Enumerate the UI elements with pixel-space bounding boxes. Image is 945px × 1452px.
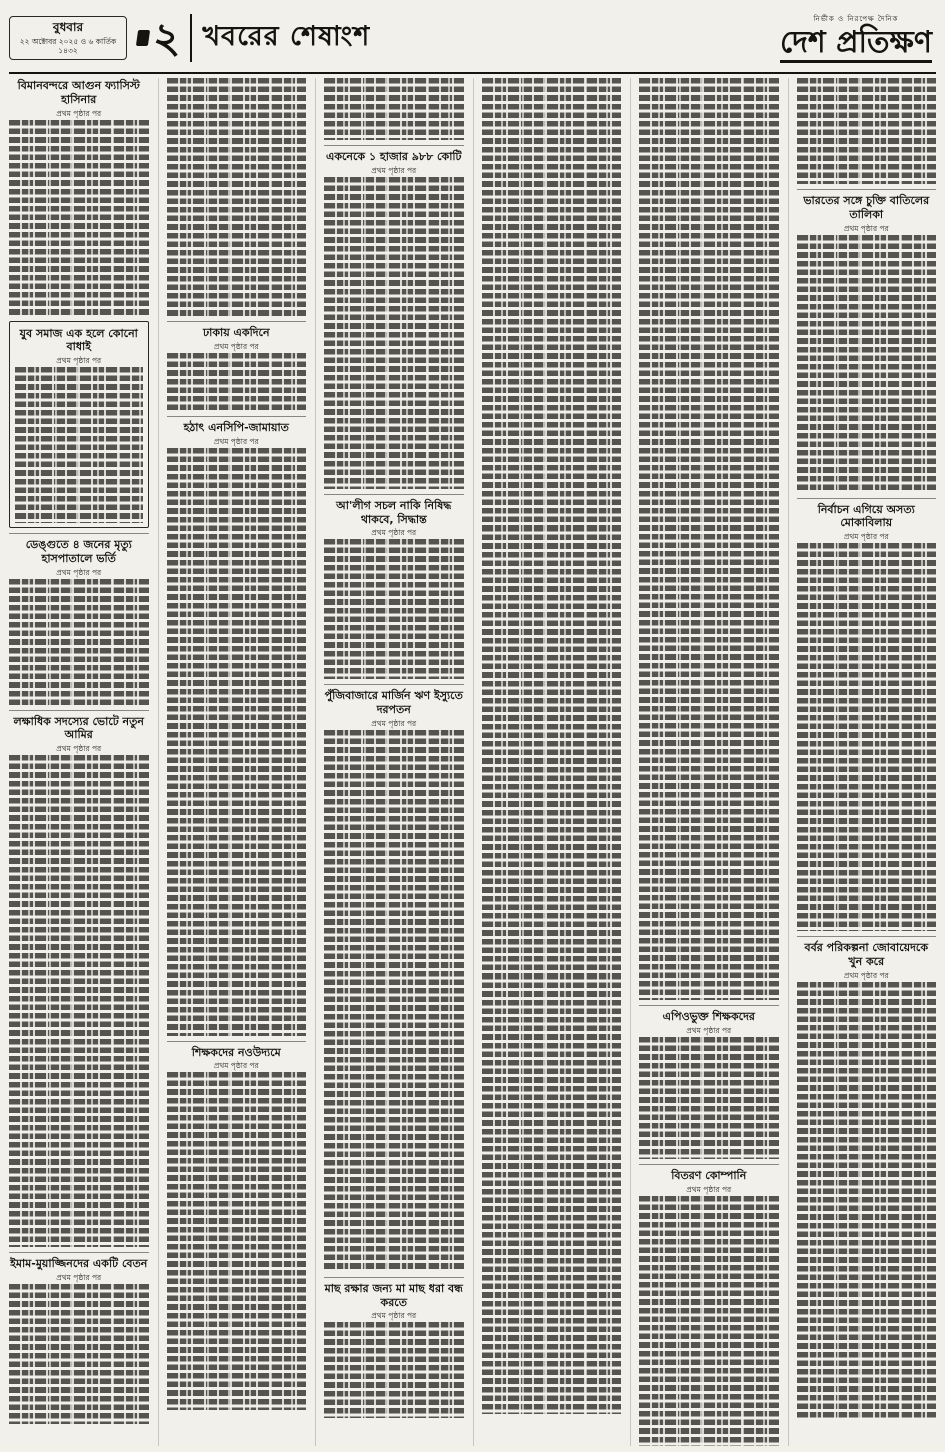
section-title: খবরের শেষাংশ	[202, 20, 371, 52]
continued-from-label: প্রথম পৃষ্ঠার পর	[56, 108, 102, 118]
article-columns	[9, 78, 936, 1446]
continued-from-label: প্রথম পৃষ্ঠার পর	[686, 1184, 732, 1194]
page-ornament-icon	[136, 30, 150, 46]
article-election-misinformation	[797, 498, 937, 932]
article-body-text	[9, 579, 149, 705]
article-continuation-text	[482, 78, 622, 526]
article-imam-muazzin-salary	[9, 1252, 149, 1424]
article-body-text	[9, 120, 149, 316]
page-number-value: ২	[153, 13, 181, 62]
article-headline: একনেকে ১ হাজার ৯৮৮ কোটি	[325, 150, 462, 163]
article-stock-margin-loan	[324, 684, 464, 1272]
article-continuation-text	[482, 974, 622, 1414]
article-body-text	[324, 539, 464, 679]
article-airport-fire	[9, 78, 149, 316]
continued-from-label: প্রথম পৃষ্ঠার পর	[843, 532, 889, 541]
masthead-rule	[9, 72, 936, 74]
article-ncp-jamaat	[167, 416, 307, 1036]
continued-from-label: প্রথম পৃষ্ঠার পর	[371, 718, 417, 728]
article-headline: এপিওভুক্ত শিক্ষকদের	[662, 1010, 755, 1023]
article-headline: হঠাৎ এনসিপি-জামায়াত	[183, 420, 289, 434]
continued-from-label: প্রথম পৃষ্ঠার পর	[56, 744, 102, 753]
masthead-divider	[190, 14, 192, 62]
article-body-text	[324, 177, 464, 489]
continued-from-label: প্রথম পৃষ্ঠার পর	[371, 1311, 417, 1321]
article-headline: মাছ রক্ষার জন্য মা মাছ ধরা বন্ধ করতে	[324, 1281, 463, 1309]
newspaper-logo	[780, 13, 936, 64]
article-body-text	[797, 543, 937, 931]
continued-from-label: প্রথম পৃষ্ঠার পর	[213, 341, 259, 351]
column-2	[158, 78, 307, 1446]
column-6	[788, 78, 937, 1446]
article-jobayed-murder-plot	[797, 936, 937, 1420]
article-headline: ভারতের সঙ্গে চুক্তি বাতিলের তালিকা	[803, 194, 930, 221]
article-ecnec-crore	[324, 145, 464, 489]
continued-from-label: প্রথম পৃষ্ঠার পর	[56, 1272, 102, 1282]
article-awami-league-ban-decision	[324, 494, 464, 680]
article-headline: শিক্ষকদের নওউদ্যমে	[191, 1045, 281, 1059]
article-dengue-deaths	[9, 533, 149, 705]
masthead	[9, 6, 936, 70]
article-continuation-text	[797, 78, 937, 184]
date-label: ২২ অক্টোবর ২০২৫ ও ৬ কার্তিক ১৪৩২	[19, 36, 117, 55]
article-body-text	[324, 730, 464, 1272]
article-continuation-text	[324, 78, 464, 140]
article-body-text	[9, 755, 149, 1247]
article-continuation-text	[639, 78, 779, 1000]
continued-from-label: প্রথম পৃষ্ঠার পর	[686, 1025, 732, 1035]
article-continuation-text	[482, 526, 622, 974]
continued-from-label: প্রথম পৃষ্ঠার পর	[213, 436, 259, 446]
article-headline: আ'লীগ সচল নাকি নিষিদ্ধ থাকবে, সিদ্ধান্ত	[336, 498, 452, 526]
article-body-text	[797, 982, 937, 1420]
article-dhaka-one-day	[167, 321, 307, 411]
article-headline: ঢাকায় একদিনে	[202, 326, 270, 339]
continued-from-label: প্রথম পৃষ্ঠার পর	[213, 1061, 259, 1071]
article-body-text	[639, 1037, 779, 1159]
article-body-text	[324, 1322, 464, 1418]
article-india-deal-cancellation-list	[797, 189, 937, 493]
article-headline: বিমানবন্দরে আগুন ফ্যাসিস্ট হাসিনার	[17, 79, 140, 106]
continued-from-label: প্রথম পৃষ্ঠার পর	[843, 223, 889, 233]
article-new-amir-vote	[9, 710, 149, 1248]
article-headline: বর্বর পরিকল্পনা জোবায়েদকে খুন করে	[804, 941, 929, 968]
article-body-text	[9, 1284, 149, 1424]
article-body-text	[167, 353, 307, 411]
article-headline: পুঁজিবাজারে মার্জিন ঋণ ইস্যুতে দরপতন	[324, 689, 463, 716]
article-continuation-text	[167, 78, 307, 316]
weekday-label: বুধবার	[52, 20, 84, 35]
article-body-text	[639, 1196, 779, 1447]
article-headline: নির্বাচন এগিয়ে অসত্য মোকাবিলায়	[817, 502, 915, 530]
column-3	[315, 78, 464, 1446]
article-body-text	[797, 235, 937, 493]
date-box	[9, 16, 127, 60]
logo-tagline: নির্ভীক ও নিরপেক্ষ দৈনিক	[813, 14, 899, 23]
continued-from-label: প্রথম পৃষ্ঠার পর	[56, 567, 102, 577]
article-headline: বিতরণ কোম্পানি	[671, 1168, 747, 1182]
article-distribution-company	[639, 1164, 779, 1446]
continued-from-label: প্রথম পৃষ্ঠার পর	[371, 165, 417, 175]
column-5	[630, 78, 779, 1446]
logo-text: দেশ প্রতিক্ষণ	[780, 27, 932, 64]
column-4	[473, 78, 622, 1446]
article-mother-fish-protection	[324, 1277, 464, 1419]
article-body-text	[167, 448, 307, 1036]
article-body-text	[15, 367, 143, 523]
article-headline: ইমাম-মুয়াজ্জিনদের একটি বেতন	[10, 1257, 148, 1270]
column-1	[9, 78, 149, 1446]
article-body-text	[167, 1072, 307, 1410]
article-youth-society	[9, 321, 149, 529]
article-mpo-teachers	[639, 1005, 779, 1159]
article-headline: লক্ষাধিক সদস্যের ভোটে নতুন আমির	[13, 714, 144, 742]
continued-from-label: প্রথম পৃষ্ঠার পর	[371, 528, 417, 538]
continued-from-label: প্রথম পৃষ্ঠার পর	[56, 356, 102, 365]
article-teachers-renewed	[167, 1041, 307, 1411]
page-number-block	[137, 13, 181, 62]
continued-from-label: প্রথম পৃষ্ঠার পর	[843, 970, 889, 980]
article-headline: যুব সমাজ এক হলে কোনো বাধাই	[19, 326, 138, 354]
article-headline: ডেঙ্গুতে ৪ জনের মৃত্যু হাসপাতালে ভর্তি	[25, 538, 132, 565]
